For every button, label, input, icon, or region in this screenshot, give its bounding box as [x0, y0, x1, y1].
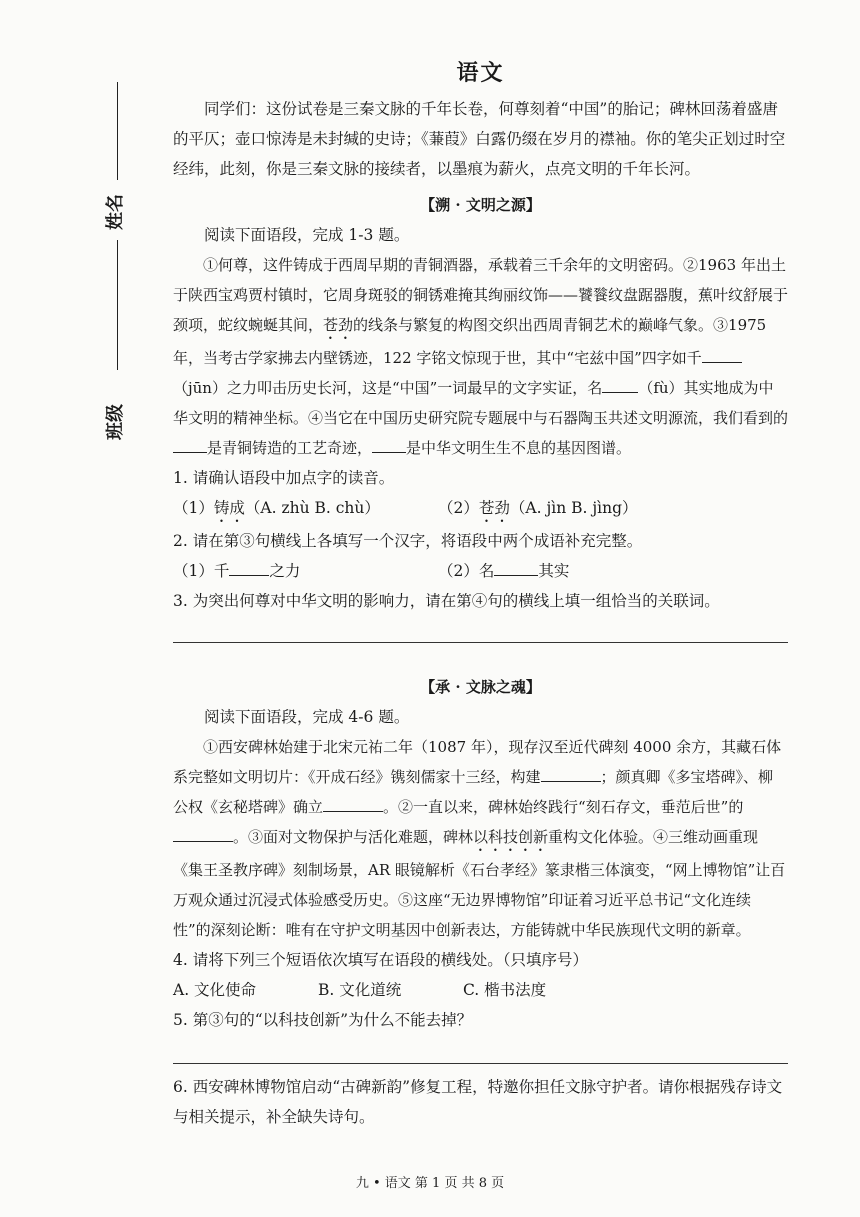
section1-title: 【溯 · 文明之源】 [420, 196, 541, 214]
question-5: 5. 第③句的“以科技创新”为什么不能去掉？ [173, 1011, 473, 1029]
intro-paragraph: 同学们：这份试卷是三秦文脉的千年长卷，何尊刻着“中国”的胎记；碑林回荡着盛唐的平仄；壶口惊涛是未封缄的史诗；《蒹葭》白露仍缀在岁月的襟袖。你的笔尖正划过时空经纬，此刻，你是三秦文脉的接续者，以墨痕为薪火，点亮文明的千年长河。 [173, 100, 786, 178]
question-4-options: A. 文化使命 B. 文化道统 C. 楷书法度 [173, 981, 547, 999]
class-label: 班级 [105, 404, 126, 440]
class-line [117, 240, 118, 370]
name-label: 姓名 [105, 194, 126, 230]
question-4: 4. 请将下列三个短语依次填写在语段的横线处。（只填序号） [173, 951, 588, 969]
question-2-options: （1）千 之力 （2）名 其实 [173, 556, 788, 586]
s2-blank-1[interactable] [541, 763, 601, 782]
blank-3[interactable] [173, 434, 207, 453]
student-info-sidebar [95, 80, 135, 440]
page-title: 语文 [456, 60, 505, 86]
q2-blank-2[interactable] [494, 557, 538, 576]
blank-2[interactable] [602, 374, 638, 393]
q2-blank-1[interactable] [229, 557, 269, 576]
blank-1[interactable] [702, 344, 742, 363]
s2-blank-2[interactable] [323, 793, 383, 812]
question-2: 2. 请在第③句横线上各填写一个汉字，将语段中两个成语补充完整。 [173, 532, 643, 550]
section2-passage: ①西安碑林始建于北宋元祐二年（1087 年），现存汉至近代碑刻 4000 余方，其藏石体系完整如文明切片：《开成石经》镌刻儒家十三经，构建 ；颜真卿《多宝塔碑》、柳公权《玄秘塔碑》确立 。②一直以来，碑林始终践行“刻石存文，垂范后世”的。③面对文物保护与活化难题，碑林以科技创新重构文化体验。④三维动画重现《集王圣教序碑》刻制场景，AR 眼镜解析《石台孝经》篆隶楷三体演变，“网上博物馆”让百万观众通过沉浸式体验感受历史。⑤这座“无边界博物馆”印证着习近平总书记“文化连续性”的深刻论断：唯有在守护文明基因中创新表达，方能铸就中华民族现代文明的新章。 [173, 738, 786, 939]
page-footer: 九 • 语文 第 1 页 共 8 页 [355, 1176, 505, 1191]
s2-blank-3[interactable] [173, 823, 233, 842]
question-1: 1. 请确认语段中加点字的读音。 [173, 469, 395, 487]
answer-line-q3[interactable] [173, 642, 788, 643]
section2-title: 【承 · 文脉之魂】 [420, 678, 541, 696]
section1-passage: ①何尊，这件铸成于西周早期的青铜酒器，承载着三千余年的文明密码。②1963 年出土于陕西宝鸡贾村镇时，它周身斑驳的铜锈难掩其绚丽纹饰——饕餮纹盘踞器腹，蕉叶纹舒展于颈项，蛇纹蜿蜒其间，苍劲的线条与繁复的构图交织出西周青铜艺术的巅峰气象。③1975 年，当考古学家拂去内壁锈迹，122 字铭文惊现于世，其中“宅兹中国”四字如千（jūn）之力叩击历史长河，这是“中国”一词最早的文字实证，名 （fù）其实地成为中华文明的精神坐标。④当它在中国历史研究院专题展中与石器陶玉共述文明源流，我们看到的是青铜铸造的工艺奇迹， 是中华文明生生不息的基因图谱。 [173, 256, 789, 457]
question-6: 6. 西安碑林博物馆启动“古碑新韵”修复工程，特邀你担任文脉守护者。请你根据残存诗文与相关提示，补全缺失诗句。 [173, 1078, 783, 1126]
section1-instruction: 阅读下面语段，完成 1-3 题。 [204, 226, 410, 244]
question-3: 3. 为突出何尊对中华文明的影响力，请在第④句的横线上填一组恰当的关联词。 [173, 592, 720, 610]
question-1-options: （1）铸成（A. zhù B. chù） （2）苍劲（A. jìn B. jìng） [173, 499, 638, 517]
blank-4[interactable] [372, 434, 406, 453]
section2-instruction: 阅读下面语段，完成 4-6 题。 [204, 708, 410, 726]
name-line [117, 82, 118, 180]
